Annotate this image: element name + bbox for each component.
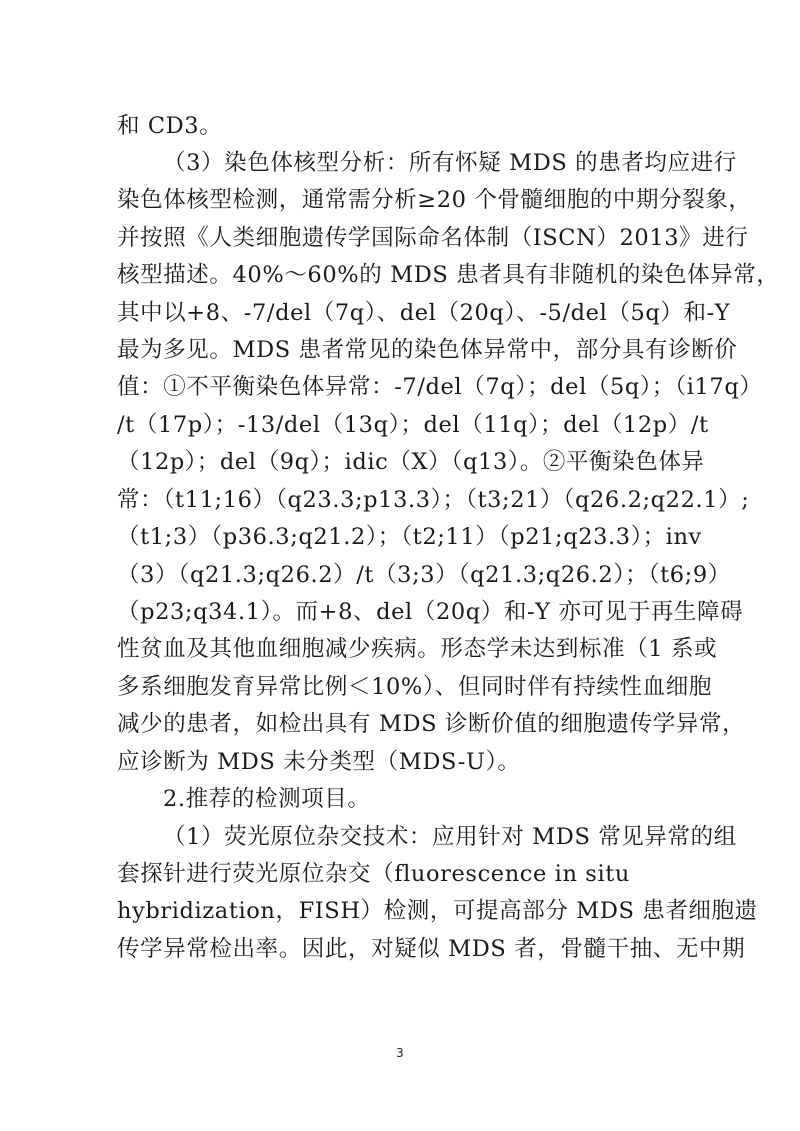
text-line: /t（17p）；-13/del（13q）；del（11q）；del（12p）/t xyxy=(117,412,709,438)
text-line: 应诊断为 MDS 未分类型（MDS-U）。 xyxy=(117,749,521,775)
text-line: 染色体核型检测，通常需分析≥20 个骨髓细胞的中期分裂象， xyxy=(117,187,752,213)
text-line: 最为多见。MDS 患者常见的染色体异常中，部分具有诊断价 xyxy=(117,337,738,363)
text-line: 其中以+8、-7/del（7q）、del（20q）、-5/del（5q）和-Y xyxy=(117,300,731,326)
text-line: 常：（t11;16）（q23.3;p13.3）；（t3;21）（q26.2;q22.1）; xyxy=(117,487,750,513)
text-line: 减少的患者，如检出具有 MDS 诊断价值的细胞遗传学异常， xyxy=(117,711,746,737)
text-line: 核型描述。40%～60%的 MDS 患者具有非随机的染色体异常， xyxy=(117,262,780,288)
text-line: （3）（q21.3;q26.2）/t（3;3）（q21.3;q26.2）；（t6;9） xyxy=(117,562,731,588)
text-line: （12p）；del（9q）；idic（X）（q13）。②平衡染色体异 xyxy=(117,449,705,475)
text-line: 性贫血及其他血细胞减少疾病。形态学未达到标准（1 系或 xyxy=(117,636,718,662)
text-line: （t1;3）（p36.3;q21.2）；（t2;11）（p21;q23.3）；inv xyxy=(117,524,702,550)
text-line: （p23;q34.1）。而+8、del（20q）和-Y 亦可见于再生障碍 xyxy=(117,599,744,625)
text-line: （1）荧光原位杂交技术：应用针对 MDS 常见异常的组 xyxy=(163,824,737,850)
section-heading: 2.推荐的检测项目。 xyxy=(163,786,371,812)
text-line: 多系细胞发育异常比例＜10%）、但同时伴有持续性血细胞 xyxy=(117,674,712,700)
text-line: 值：①不平衡染色体异常：-7/del（7q）；del（5q）；（i17q） xyxy=(117,374,763,400)
page-number: 3 xyxy=(396,1046,404,1060)
text-line: 传学异常检出率。因此，对疑似 MDS 者，骨髓干抽、无中期 xyxy=(117,936,746,962)
text-line: 并按照《人类细胞遗传学国际命名体制（ISCN）2013》进行 xyxy=(117,225,749,251)
text-line: （3）染色体核型分析：所有怀疑 MDS 的患者均应进行 xyxy=(163,150,737,176)
text-line: 套探针进行荧光原位杂交（fluorescence in situ xyxy=(117,861,630,887)
text-line: 和 CD3。 xyxy=(117,113,223,139)
text-line: hybridization，FISH）检测，可提高部分 MDS 患者细胞遗 xyxy=(117,898,758,924)
